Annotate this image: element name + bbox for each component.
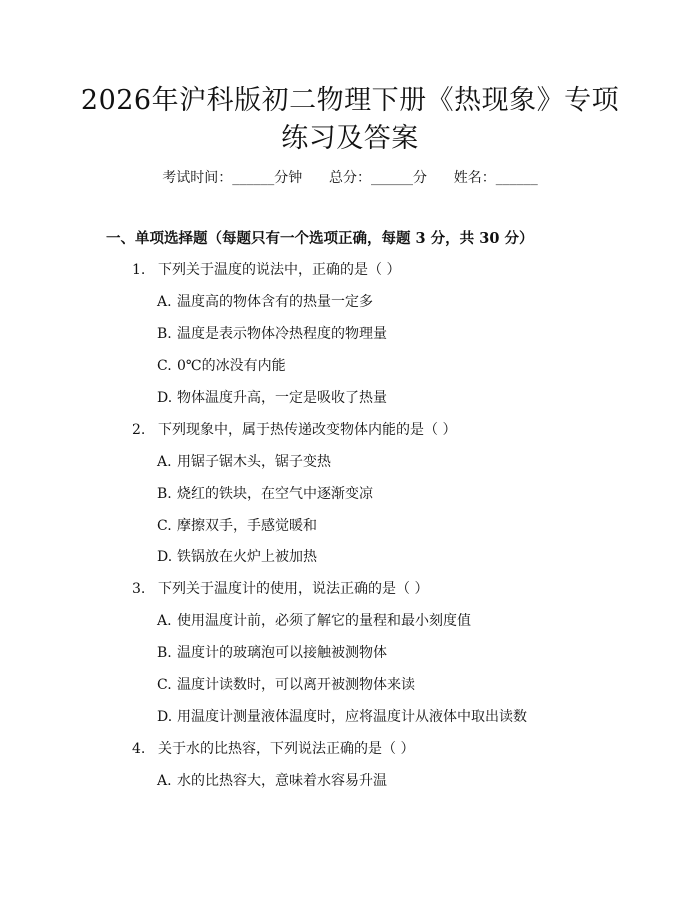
option-text: 温度计读数时，可以离开被测物体来读 xyxy=(177,677,415,693)
option-key: A. xyxy=(157,773,172,789)
option-key: B. xyxy=(157,486,172,502)
question-number: 4. xyxy=(132,741,146,757)
question-1-option-c xyxy=(157,356,286,376)
option-key: B. xyxy=(157,645,172,661)
option-text: 用锯子锯木头，锯子变热 xyxy=(177,454,331,470)
question-text: 下列关于温度的说法中，正确的是（ ） xyxy=(158,262,401,278)
question-4 xyxy=(132,739,414,759)
question-3-option-a xyxy=(157,611,471,631)
question-1-option-d xyxy=(157,388,387,408)
option-text: 温度计的玻璃泡可以接触被测物体 xyxy=(177,645,387,661)
question-3-option-c xyxy=(157,675,415,695)
question-2-option-c xyxy=(157,516,317,536)
option-key: A. xyxy=(157,454,172,470)
option-text: 使用温度计前，必须了解它的量程和最小刻度值 xyxy=(177,613,471,629)
option-text: 物体温度升高，一定是吸收了热量 xyxy=(177,390,387,406)
question-3-option-b xyxy=(157,643,387,663)
option-text: 0℃的冰没有内能 xyxy=(177,358,286,374)
question-text: 下列关于温度计的使用，说法正确的是（ ） xyxy=(158,581,429,597)
question-2-option-a xyxy=(157,452,331,472)
option-key: D. xyxy=(157,390,173,406)
option-key: A. xyxy=(157,613,172,629)
total-score-field: 总分：______分 xyxy=(329,170,427,186)
option-text: 温度是表示物体冷热程度的物理量 xyxy=(177,326,387,342)
question-3-option-d xyxy=(157,707,527,727)
option-key: B. xyxy=(157,326,172,342)
option-key: D. xyxy=(157,549,173,565)
section-title: 一、单项选择题（每题只有一个选项正确，每题 3 分，共 30 分） xyxy=(106,230,534,247)
question-number: 3. xyxy=(132,581,146,597)
question-4-option-a xyxy=(157,771,387,791)
option-key: C. xyxy=(157,677,172,693)
document-title-line2: 练习及答案 xyxy=(281,123,419,154)
question-1 xyxy=(132,260,400,280)
option-text: 摩擦双手，手感觉暖和 xyxy=(177,518,317,534)
question-2-option-b xyxy=(157,484,373,504)
document-title-line1: 2026年沪科版初二物理下册《热现象》专项 xyxy=(80,85,620,116)
question-1-option-a xyxy=(157,292,373,312)
option-text: 铁锅放在火炉上被加热 xyxy=(177,549,317,565)
exam-time-field: 考试时间：______分钟 xyxy=(162,170,303,186)
exam-info xyxy=(0,168,700,188)
option-key: D. xyxy=(157,709,173,725)
option-key: A. xyxy=(157,294,172,310)
option-text: 温度高的物体含有的热量一定多 xyxy=(177,294,373,310)
question-number: 1. xyxy=(132,262,146,278)
question-number: 2. xyxy=(132,422,146,438)
question-text: 下列现象中，属于热传递改变物体内能的是（ ） xyxy=(158,422,457,438)
question-2 xyxy=(132,420,456,440)
question-2-option-d xyxy=(157,547,317,567)
option-key: C. xyxy=(157,518,172,534)
option-text: 烧红的铁块，在空气中逐渐变凉 xyxy=(177,486,373,502)
question-3 xyxy=(132,579,428,599)
option-text: 水的比热容大，意味着水容易升温 xyxy=(177,773,387,789)
question-text: 关于水的比热容，下列说法正确的是（ ） xyxy=(158,741,415,757)
option-key: C. xyxy=(157,358,172,374)
option-text: 用温度计测量液体温度时，应将温度计从液体中取出读数 xyxy=(177,709,527,725)
question-1-option-b xyxy=(157,324,387,344)
name-field: 姓名：______ xyxy=(453,170,538,186)
